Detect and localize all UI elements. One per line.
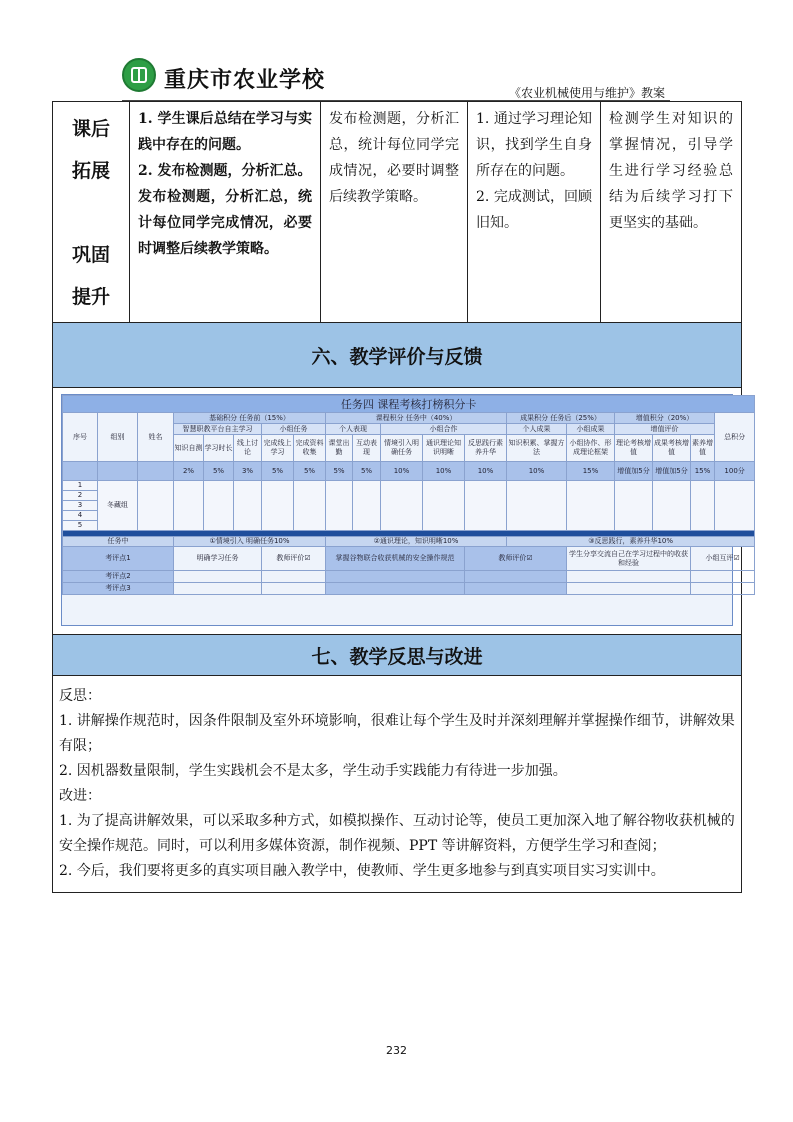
subgroup-group-task: 小组任务 (262, 424, 326, 435)
header-col: 小组协作、形成理论框架 (567, 435, 615, 462)
weight-cell: 10% (423, 462, 465, 481)
eval-point: 考评点3 (63, 583, 174, 595)
stage-label: ①情境引入 明确任务10% (174, 537, 326, 547)
eval-point: 考评点1 (63, 547, 174, 571)
subgroup-personal-result: 个人成果 (507, 424, 567, 435)
group-result: 成果积分 任务后（25%） (507, 413, 615, 424)
eval-point: 考评点2 (63, 571, 174, 583)
weight-cell: 15% (691, 462, 715, 481)
header-col: 学习时长 (204, 435, 234, 462)
row-number: 1 (63, 481, 98, 491)
group-bonus: 增值积分（20%） (615, 413, 715, 424)
subgroup-personal: 个人表现 (326, 424, 381, 435)
content-item: 2. 发布检测题，分析汇总。 (138, 163, 312, 179)
reflection-cell (53, 676, 742, 893)
section6-title: 六、教学评价与反馈 (53, 323, 742, 388)
school-logo (122, 58, 156, 92)
student-item: 1. 通过学习理论知识，找到学生自身所存在的问题。 (476, 111, 592, 179)
group-course: 课程积分 任务中（40%） (326, 413, 507, 424)
label-line: 巩固 (71, 244, 110, 266)
after-class-label (53, 102, 130, 323)
reflection-paragraph: 2. 因机器数量限制，学生实践机会不是太多，学生动手实践能力有待进一步加强。 (59, 763, 567, 779)
stage-label: ②通识理论，知识明晰10% (326, 537, 507, 547)
header-name: 姓名 (138, 413, 174, 462)
header-col: 互动表现 (353, 435, 381, 462)
label-line (54, 192, 128, 234)
subgroup-platform: 智慧职教平台自主学习 (174, 424, 262, 435)
eval-cell: 教师评价☑ (465, 547, 567, 571)
header-col: 线上讨论 (234, 435, 262, 462)
header-col: 素养增值 (691, 435, 715, 462)
weight-cell: 10% (507, 462, 567, 481)
header-col: 完成资料收集 (294, 435, 326, 462)
student-activity-cell (468, 102, 601, 323)
scorecard-cell (53, 388, 746, 635)
after-class-row (53, 102, 742, 323)
row-number: 5 (63, 521, 98, 531)
course-title: 《农业机械使用与维护》教案 (509, 86, 666, 100)
reflection-paragraph: 1. 讲解操作规范时，因条件限制及室外环境影响，很难让每个学生及时并深刻理解并掌握操作细节，讲解效果有限； (59, 713, 735, 754)
label-line: 提升 (71, 286, 110, 308)
header-col: 完成线上学习 (262, 435, 294, 462)
weight-cell: 5% (326, 462, 353, 481)
reflection-heading: 反思： (59, 688, 101, 704)
weight-cell: 3% (234, 462, 262, 481)
weight-cell: 5% (204, 462, 234, 481)
table-row (63, 481, 755, 491)
score-card-title: 任务四 课程考核打榜积分卡 (63, 396, 755, 413)
improvement-paragraph: 1. 为了提高讲解效果，可以采取多种方式，如模拟操作、互动讨论等，使员工更加深入地了解谷物收获机械的安全操作规范。同时，可以利用多媒体资源，制作视频、PPT 等讲解资料，方便学生学习和查阅； (59, 813, 735, 854)
stage-label: ③反思践行，素养升华10% (507, 537, 755, 547)
subgroup-bonus-eval: 增值评价 (615, 424, 715, 435)
eval-cell: 小组互评☑ (691, 547, 755, 571)
score-card-table (62, 395, 755, 595)
header-group: 组别 (98, 413, 138, 462)
improvement-heading: 改进： (59, 788, 101, 804)
reflection-row (53, 676, 742, 893)
row-number: 4 (63, 511, 98, 521)
group-base: 基础积分 任务前（15%） (174, 413, 326, 424)
header-seq: 序号 (63, 413, 98, 462)
section7-row (53, 635, 742, 676)
score-card (61, 394, 746, 626)
header-col: 情境引入明确任务 (381, 435, 423, 462)
row-number: 3 (63, 501, 98, 511)
header-col: 理论考核增值 (615, 435, 653, 462)
content-item: 发布检测题，分析汇总，统计每位同学完成情况，必要时调整后续教学策略。 (138, 189, 312, 257)
label-line: 拓展 (71, 160, 110, 182)
weight-cell: 100分 (715, 462, 755, 481)
student-item: 2. 完成测试，回顾旧知。 (476, 189, 592, 231)
weight-cell: 增值加5分 (653, 462, 691, 481)
header-col: 课堂出勤 (326, 435, 353, 462)
section7-title: 七、教学反思与改进 (53, 635, 742, 676)
improvement-paragraph: 2. 今后，我们要将更多的真实项目融入教学中，使教师、学生更多地参与到真实项目实习实训中。 (59, 863, 665, 879)
row-number: 2 (63, 491, 98, 501)
eval-cell: 教师评价☑ (262, 547, 326, 571)
label-line: 课后 (71, 118, 110, 140)
weight-cell: 10% (381, 462, 423, 481)
weight-cell: 2% (174, 462, 204, 481)
teaching-content-cell (130, 102, 321, 323)
header-col: 通识理论知识明晰 (423, 435, 465, 462)
eval-cell: 明确学习任务 (174, 547, 262, 571)
weight-cell: 5% (262, 462, 294, 481)
weight-cell: 10% (465, 462, 507, 481)
scorecard-row (53, 388, 742, 635)
page-number: 232 (386, 1044, 407, 1057)
subgroup-group-result: 小组成果 (567, 424, 615, 435)
header-total: 总积分 (715, 413, 755, 462)
header-col: 成果考核增值 (653, 435, 691, 462)
teacher-activity-cell: 发布检测题，分析汇总，统计每位同学完成情况，必要时调整后续教学策略。 (321, 102, 468, 323)
eval-cell: 掌握谷物联合收获机械的安全操作规范 (326, 547, 465, 571)
subgroup-team: 小组合作 (381, 424, 507, 435)
group-name: 冬藏组 (98, 481, 138, 531)
content-item: 1. 学生课后总结在学习与实践中存在的问题。 (138, 111, 312, 153)
design-intent-cell: 检测学生对知识的掌握情况，引导学生进行学习经验总结为后续学习打下更坚实的基础。 (601, 102, 742, 323)
task-label: 任务中 (63, 537, 174, 547)
weight-cell: 5% (294, 462, 326, 481)
header-col: 反思践行素养升华 (465, 435, 507, 462)
school-name: 重庆市农业学校 (164, 68, 326, 93)
lesson-plan-table (52, 101, 746, 893)
weight-cell: 增值加5分 (615, 462, 653, 481)
weight-cell: 5% (353, 462, 381, 481)
section6-row (53, 323, 742, 388)
header-col: 知识自测 (174, 435, 204, 462)
weight-cell: 15% (567, 462, 615, 481)
header-col: 知识积累、掌握方法 (507, 435, 567, 462)
eval-cell: 学生分享交流自己在学习过程中的收获和经验 (567, 547, 691, 571)
